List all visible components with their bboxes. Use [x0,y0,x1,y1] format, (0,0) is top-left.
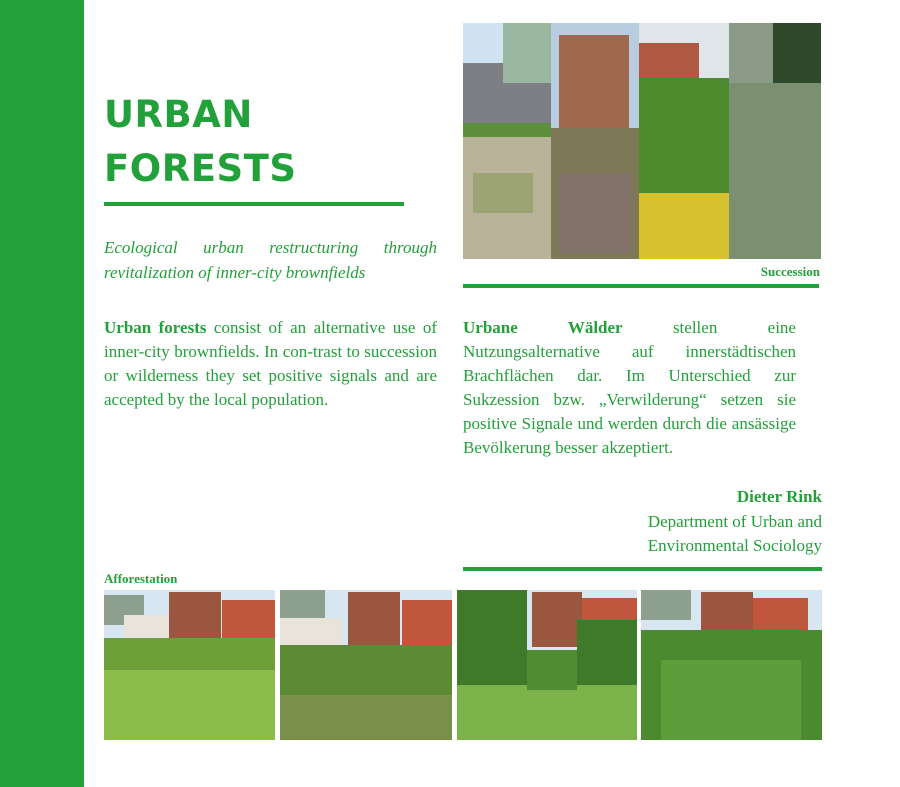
afforestation-photo [457,590,637,740]
subtitle: Ecological urban restructuring through revitalization of inner-city brownfields [104,238,437,282]
author-divider [463,567,822,571]
succession-caption: Succession [760,264,820,279]
english-paragraph [104,316,437,412]
german-body: stellen eine Nutzungsalternative auf innerstädtischen Brachflächen dar. Im Unterschied zur Sukzession bzw. „Verwilderung“ setzen sie positive Signale und werden durch die ansässige Bevölkerung besser akzeptiert. [463,318,796,457]
author-department: Department of Urban and Environmental Sociology [647,512,822,555]
title-line-1: URBAN [104,93,253,136]
german-paragraph [463,316,796,460]
english-body: consist of an alternative use of inner-city brownfields. In con-trast to succession or wilderness they set positive signals and are accepted by the local population. [104,318,437,409]
title-line-2: FORESTS [104,147,297,190]
author-name: Dieter Rink [736,487,822,506]
afforestation-photo [280,590,452,740]
title-divider [104,202,404,206]
green-side-bar [0,0,84,787]
german-lead-term: Urbane Wälder [463,318,623,337]
afforestation-caption: Afforestation [104,571,178,586]
page-title [104,88,297,196]
succession-divider [463,284,819,288]
succession-photo-collage [463,23,821,259]
afforestation-photo [104,590,275,740]
afforestation-photo [641,590,822,740]
english-lead-term: Urban forests [104,318,207,337]
